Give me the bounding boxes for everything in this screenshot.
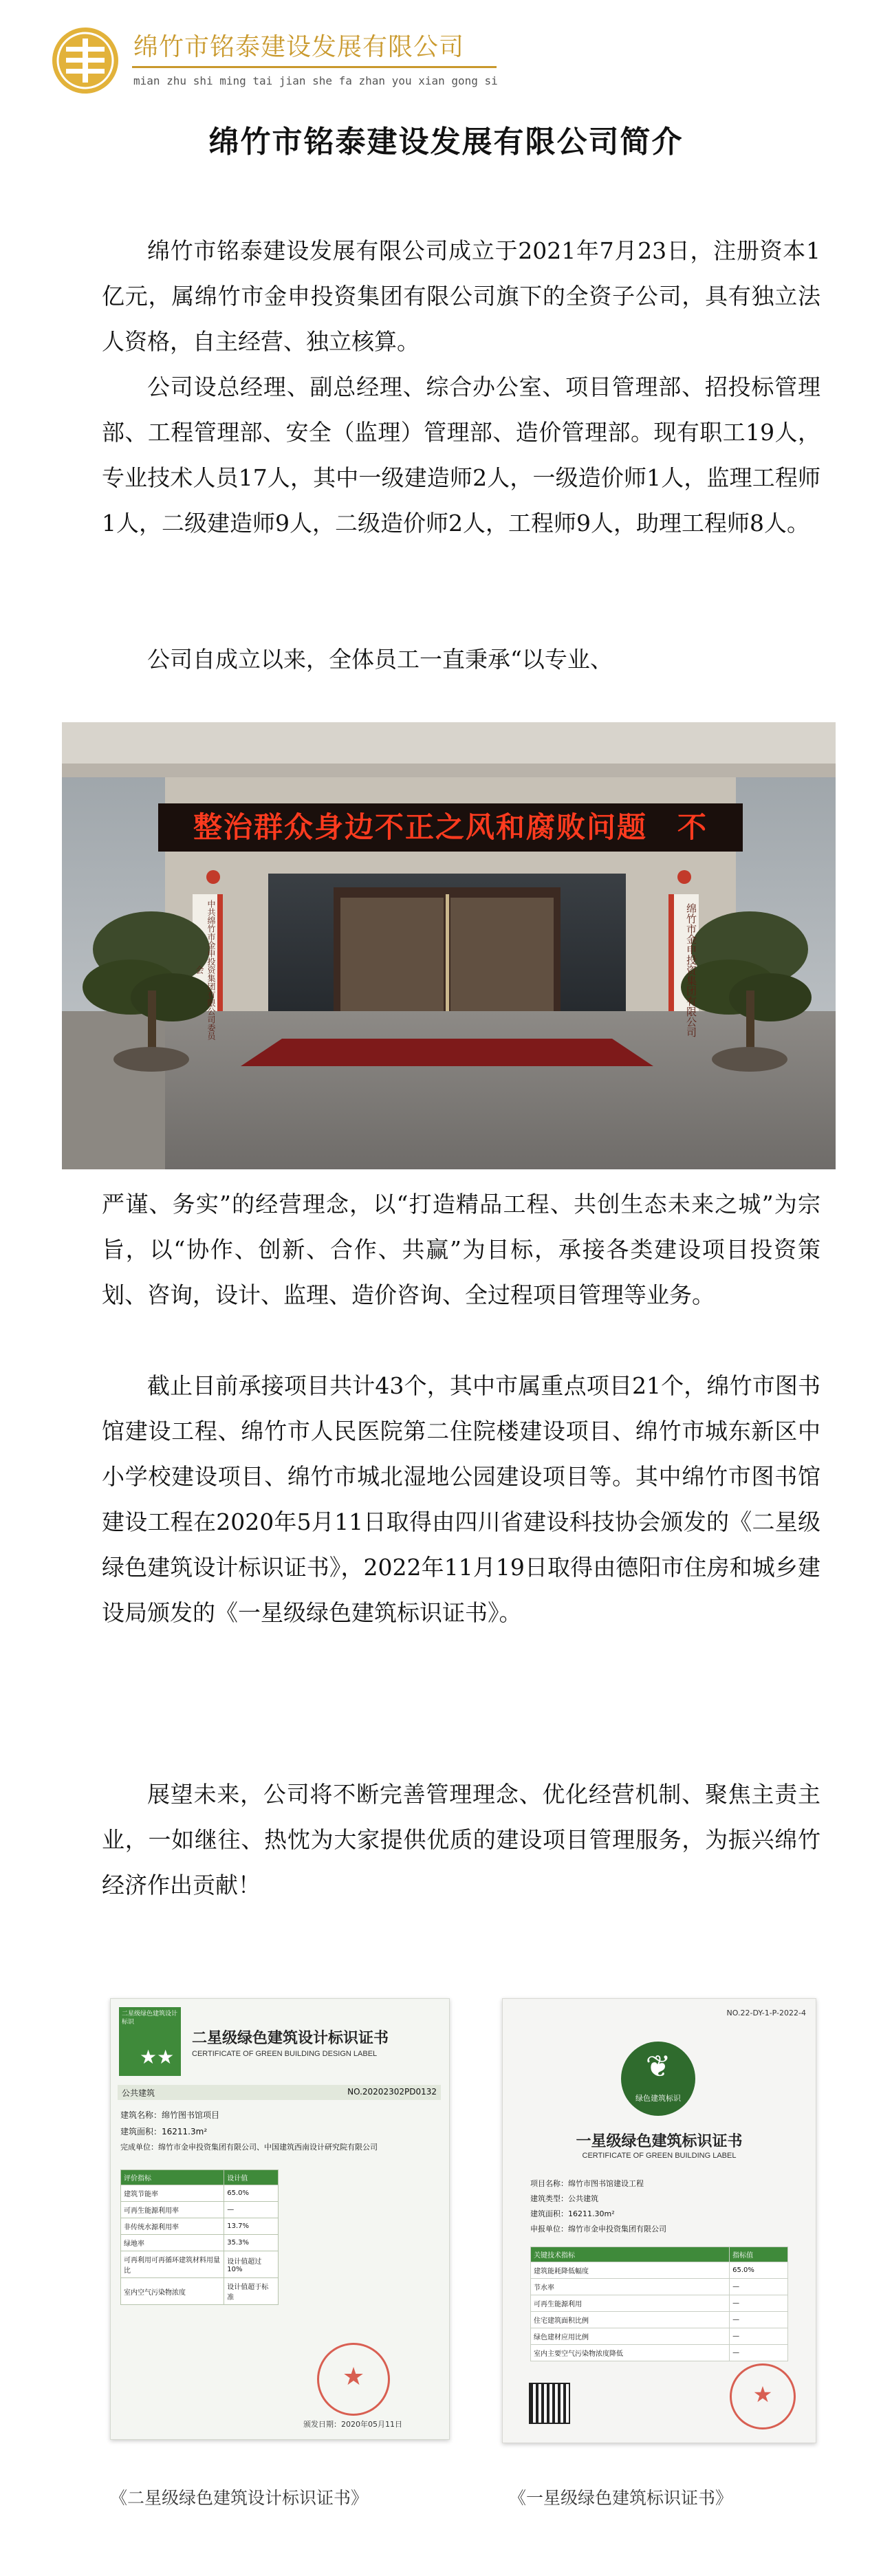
table-row (531, 2345, 788, 2361)
table-cell: 可再生能源利用率 (121, 2202, 224, 2218)
two-star-green-design-certificate (110, 1998, 450, 2440)
table-cell: 35.3% (224, 2235, 279, 2251)
table-cell: — (730, 2328, 788, 2345)
cert-title-cn: 一星级绿色建筑标识证书 (576, 2133, 743, 2150)
company-emblem-icon (51, 26, 120, 95)
cert-title-en: CERTIFICATE OF GREEN BUILDING LABEL (582, 2152, 737, 2160)
table-cell: 65.0% (224, 2185, 279, 2202)
cert-number: NO.22-DY-1-P-2022-4 (726, 2009, 806, 2017)
cert-project: 建筑名称：绵竹图书馆项目 (120, 2110, 220, 2120)
table-cell: 建筑能耗降低幅度 (531, 2262, 730, 2279)
table-cell: 住宅建筑面积比例 (531, 2312, 730, 2328)
table-cell: 建筑节能率 (121, 2185, 224, 2202)
plaque-left: 中共绵竹市金申投资集团有限公司委员会 (195, 900, 216, 1040)
table-row (121, 2278, 279, 2305)
seal-text: 绿色建筑标识 (635, 2094, 681, 2103)
table-cell: 设计值超于标准 (224, 2278, 279, 2305)
cert-category-bar (118, 2085, 441, 2100)
table-row (121, 2218, 279, 2235)
official-seal-icon: ★ (317, 2343, 390, 2416)
company-pinyin: mian zhu shi ming tai jian she fa zhan you xian gong si (133, 74, 498, 87)
cert-badge-text: 二星级绿色建筑设计标识 (122, 2011, 178, 2026)
table-header-cell: 关键技术指标 (531, 2247, 730, 2262)
logo-divider (132, 66, 497, 68)
official-seal-icon: ★ (730, 2363, 796, 2429)
table-header-cell: 评价指标 (121, 2170, 224, 2185)
paragraph-projects: 截止目前承接项目共计43个，其中市属重点项目21个，绵竹市图书馆建设工程、绵竹市人民医院第二住院楼建设项目、绵竹市城东新区中小学校建设项目、绵竹市城北湿地公园建设项目等。其中绵竹市图书馆建设工程在2020年5月11日取得由四川省建设科技协会颁发的《二星级绿色建筑设计标识证书》，2022年11月19日取得由德阳市住房和城乡建设局颁发的《一星级绿色建筑标识证书》。 (102, 1372, 820, 1626)
green-label-badge (119, 2007, 181, 2076)
cert-category: 公共建筑 (122, 2088, 155, 2098)
table-row (531, 2328, 788, 2345)
cert-title-cn: 二星级绿色建筑设计标识证书 (192, 2030, 389, 2047)
table-cell: 13.7% (224, 2218, 279, 2235)
paragraph-outlook: 展望未来，公司将不断完善管理理念、优化经营机制、聚焦主责主业，一如继往、热忱为大家提供优质的建设项目管理服务，为振兴绵竹经济作出贡献！ (102, 1781, 820, 1898)
table-cell: 绿地率 (121, 2235, 224, 2251)
company-logo (51, 21, 498, 96)
cert-unit: 申报单位：绵竹市金申投资集团有限公司 (530, 2225, 666, 2233)
table-row (121, 2235, 279, 2251)
paragraph-structure: 公司设总经理、副总经理、综合办公室、项目管理部、招投标管理部、工程管理部、安全（监理）管理部、造价管理部。现有职工19人，专业技术人员17人，其中一级建造师2人，一级造价师1人，监理工程师1人，二级建造师9人，二级造价师2人，工程师9人，助理工程师8人。 (102, 374, 820, 537)
plaque-right: 绵竹市金申投资集团有限公司 (685, 902, 697, 1037)
paragraph-intro: 绵竹市铭泰建设发展有限公司成立于2021年7月23日，注册资本1亿元，属绵竹市金申投资集团有限公司旗下的全资子公司，具有独立法人资格，自主经营、独立核算。 (102, 237, 820, 355)
led-banner-text: 整治群众身边不正之风和腐败问题 不 (193, 810, 708, 844)
table-cell: — (730, 2279, 788, 2295)
table-cell: 节水率 (531, 2279, 730, 2295)
table-cell: — (224, 2202, 279, 2218)
cert-title-en: CERTIFICATE OF GREEN BUILDING DESIGN LABEL (192, 2050, 378, 2058)
table-row (121, 2202, 279, 2218)
cert-number: NO.20202302PD0132 (347, 2087, 437, 2097)
table-row (531, 2295, 788, 2312)
table-cell: 可再生能源利用 (531, 2295, 730, 2312)
table-header-cell: 设计值 (224, 2170, 279, 2185)
table-cell: 可再利用可再循环建筑材料用量比 (121, 2251, 224, 2278)
one-star-green-building-certificate (502, 1998, 816, 2443)
caption-left-certificate: 《二星级绿色建筑设计标识证书》 (110, 2488, 369, 2508)
table-header-cell: 指标值 (730, 2247, 788, 2262)
cert-area: 建筑面积：16211.3m² (120, 2127, 208, 2136)
cert-metrics-table (530, 2247, 788, 2361)
star-icon: ★★ (140, 2046, 175, 2068)
table-cell: 绿色建材应用比例 (531, 2328, 730, 2345)
paragraph-philosophy-start: 公司自成立以来，全体员工一直秉承“以专业、 (147, 646, 613, 673)
table-cell: 室内空气污染物浓度 (121, 2278, 224, 2305)
cert-project: 项目名称：绵竹市图书馆建设工程 (530, 2179, 644, 2188)
table-row (531, 2279, 788, 2295)
qr-code-icon (530, 2384, 569, 2423)
table-header-row (121, 2170, 279, 2185)
cert-issue-date: 颁发日期：2020年05月11日 (303, 2420, 402, 2429)
table-cell: — (730, 2345, 788, 2361)
table-row (531, 2312, 788, 2328)
office-entrance-photo (62, 722, 836, 1169)
green-label-seal-icon: ❦ 绿色建筑标识 (621, 2042, 695, 2116)
cert-metrics-table (120, 2169, 279, 2305)
cert-area: 建筑面积：16211.30m² (530, 2209, 615, 2218)
paragraph-philosophy-end: 严谨、务实”的经营理念，以“打造精品工程、共创生态未来之城”为宗旨，以“协作、创新、合作、共赢”为目标，承接各类建设项目投资策划、咨询，设计、监理、造价咨询、全过程项目管理等业务。 (102, 1191, 820, 1308)
table-cell: 室内主要空气污染物浓度降低 (531, 2345, 730, 2361)
table-cell: — (730, 2312, 788, 2328)
table-row (121, 2185, 279, 2202)
cert-type: 建筑类型：公共建筑 (530, 2194, 598, 2203)
table-cell: 65.0% (730, 2262, 788, 2279)
table-row (121, 2251, 279, 2278)
table-row (531, 2262, 788, 2279)
table-cell: 设计值超过10% (224, 2251, 279, 2278)
table-header-row (531, 2247, 788, 2262)
cert-unit: 完成单位：绵竹市金申投资集团有限公司、中国建筑西南设计研究院有限公司 (120, 2143, 378, 2152)
page-title: 绵竹市铭泰建设发展有限公司简介 (208, 125, 684, 160)
table-cell: — (730, 2295, 788, 2312)
table-cell: 非传统水源利用率 (121, 2218, 224, 2235)
caption-right-certificate: 《一星级绿色建筑标识证书》 (509, 2488, 733, 2508)
company-name-logo-text: 绵竹市铭泰建设发展有限公司 (133, 33, 465, 61)
